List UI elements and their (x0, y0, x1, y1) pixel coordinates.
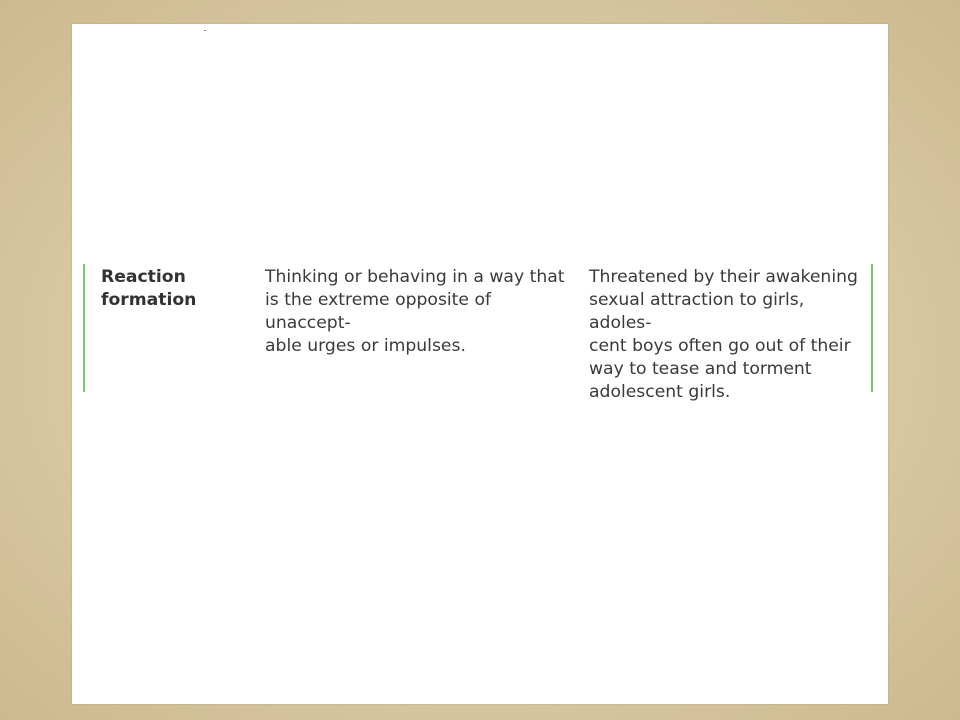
term-cell: Reaction formation (101, 267, 197, 310)
example-cell: Threatened by their awakening sexual attraction to girls, adoles- cent boys often go out of their way to tease and torment adolescent girls. (589, 267, 858, 402)
right-rule (871, 264, 873, 392)
slide-page (72, 24, 888, 704)
definition-cell: Thinking or behaving in a way that is the extreme opposite of unaccept- able urges or impulses. (265, 267, 565, 356)
left-rule (83, 264, 85, 392)
table-row (83, 264, 875, 402)
stray-mark (204, 30, 206, 31)
